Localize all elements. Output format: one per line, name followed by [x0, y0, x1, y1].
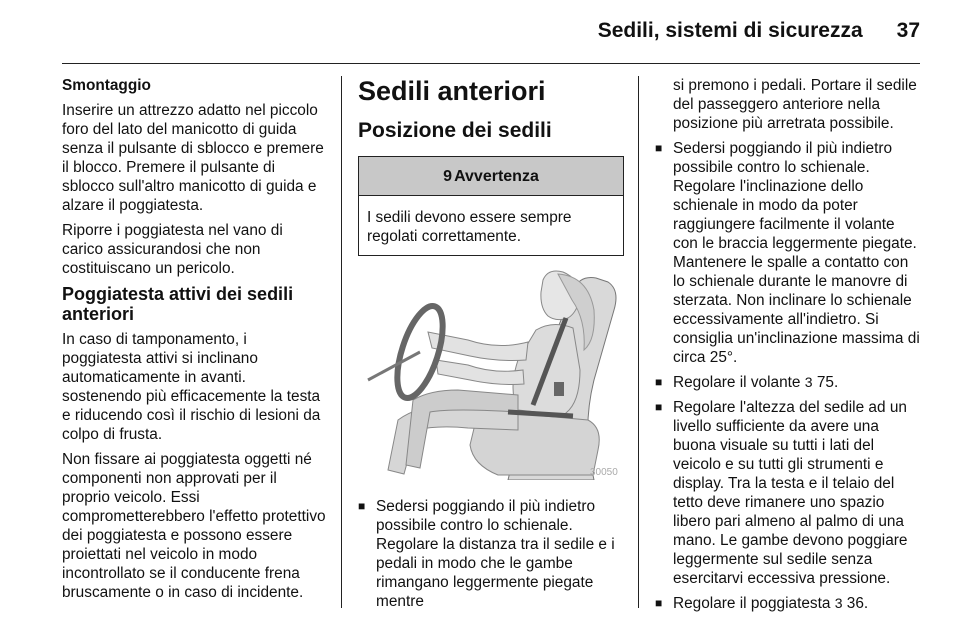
bullet-marker: ■: [655, 141, 663, 155]
illustration-code: 30050: [590, 467, 618, 478]
bullet-item: [358, 497, 626, 611]
bullet-text: [673, 594, 868, 613]
column-3: [655, 76, 923, 619]
bullet-marker: ■: [655, 596, 663, 610]
riporre-text: Riporre i poggiatesta nel vano di carico assicurandosi che non costituiscano un pericolo.: [62, 222, 283, 277]
bullet-text-part: Regolare il poggiatesta: [673, 595, 835, 612]
bullet-item: [655, 373, 923, 392]
warning-text: I sedili devono essere sempre regolati correttamente.: [367, 209, 572, 245]
smontaggio-heading: Smontaggio: [62, 77, 151, 94]
bullet-item: [655, 594, 923, 613]
header-divider: [62, 63, 920, 64]
bullet-text: Sedersi poggiando il più indietro possibile contro lo schienale. Regolare la distanza tra il sedile e i pedali in modo che le gambe rimangano leggermente piegate mentre: [376, 498, 615, 610]
seating-position-illustration: [358, 270, 624, 480]
page-number: 37: [896, 19, 920, 42]
column-divider-2: [638, 76, 639, 608]
bullet-marker: ■: [358, 499, 366, 513]
page-header: [62, 14, 920, 48]
posizione-sedili-heading: Posizione dei sedili: [358, 119, 552, 142]
fissare-text: Non fissare ai poggiatesta oggetti né componenti non approvati per il proprio veicolo. Essi comprometterebbero l'effetto protettivo dei poggiatesta e possono essere proiettati nel veicolo in modo incontrollato se il conducente frena bruscamente o in caso di incidente.: [62, 451, 326, 601]
poggiatesta-attivi-heading: Poggiatesta attivi dei sedili anteriori: [62, 284, 294, 324]
page-reference: 75.: [812, 374, 839, 391]
page-reference-icon: 3: [804, 374, 813, 390]
bullet-marker: ■: [655, 375, 663, 389]
page-reference: 36.: [842, 595, 869, 612]
bullet-text-part: Regolare il volante: [673, 374, 805, 391]
bullet-marker: ■: [655, 400, 663, 414]
warning-title: Avvertenza: [454, 167, 539, 185]
column-2: [358, 76, 626, 617]
bullet-text: Regolare l'altezza del sedile ad un livello sufficiente da avere una buona visuale su tutti i lati del veicolo e su tutti gli strumenti e display. Tra la testa e il telaio del tetto deve rimanere uno spazio libero pari almeno al palmo di una mano. Le gambe devono poggiare leggermente sul sedile senza esercitarvi eccessiva pressione.: [673, 399, 908, 587]
warning-icon: 9: [443, 167, 453, 185]
page-reference-icon: 3: [834, 595, 843, 611]
column-1: [62, 76, 328, 608]
smontaggio-text: Inserire un attrezzo adatto nel piccolo foro del lato del manicotto di guida senza il pulsante di sblocco e premere il blocco. Premere il pulsante di sblocco sull'altro manicotto di guida e alzare il poggiatesta.: [62, 102, 324, 214]
poggiatesta-attivi-text: In caso di tamponamento, i poggiatesta attivi si inclinano automaticamente in avanti. sostenendo più efficacemente la testa e riducendo così il rischio di lesioni da colpo di frusta.: [62, 331, 321, 443]
warning-box: [358, 156, 624, 256]
bullet-item: [655, 139, 923, 367]
page-header-title: Sedili, sistemi di sicurezza: [597, 19, 863, 42]
bullet-item: [655, 398, 923, 588]
sedili-anteriori-heading: Sedili anteriori: [358, 76, 546, 106]
bullet-text: Sedersi poggiando il più indietro possibile contro lo schienale. Regolare l'inclinazione dello schienale in modo da poter raggiungere facilmente il volante con le braccia leggermente piegate. Mantenere le spalle a contatto con lo schienale durante le manovre di sterzata. Non inclinare lo schienale eccessivamente all'indietro. Si consiglia un'inclinazione massima di circa 25°.: [673, 140, 920, 366]
warning-header: [359, 157, 623, 196]
bullet-continuation: si premono i pedali. Portare il sedile del passeggero anteriore nella posizione più arretrata possibile.: [673, 77, 917, 132]
column-divider-1: [341, 76, 342, 608]
bullet-text: [673, 373, 838, 392]
